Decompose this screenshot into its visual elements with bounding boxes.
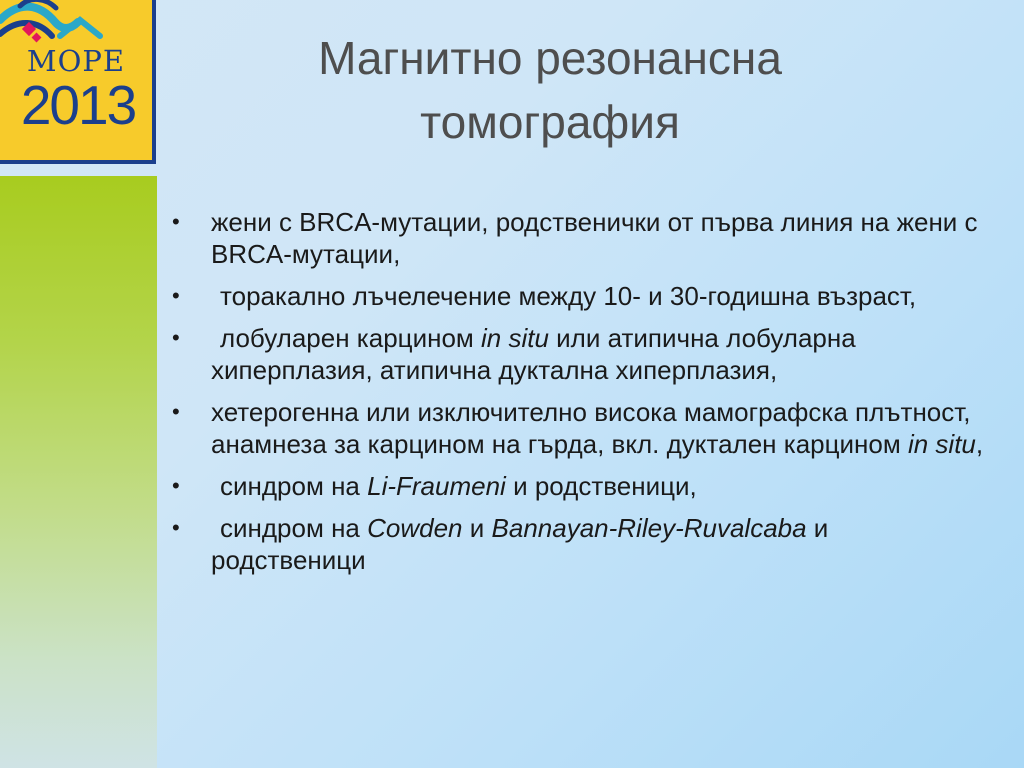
title-line-2: томография xyxy=(420,96,680,148)
bullet-marker: • xyxy=(172,283,180,308)
bullet-item xyxy=(166,206,986,270)
bullet-italic-term: Li-Fraumeni xyxy=(367,471,506,501)
bullet-text: и родственици, xyxy=(505,471,697,501)
bullet-marker: • xyxy=(172,399,180,424)
bullet-list xyxy=(166,206,986,586)
bullet-text: , xyxy=(975,429,984,459)
bullet-text: и родственици xyxy=(211,513,829,575)
bullet-italic-term: in situ xyxy=(907,429,976,459)
bullet-item xyxy=(166,512,986,576)
bullet-item xyxy=(166,280,986,312)
bullet-text: синдром на xyxy=(220,471,368,501)
left-decorative-band xyxy=(0,176,157,768)
title-line-1: Магнитно резонансна xyxy=(318,32,782,84)
bullet-marker: • xyxy=(172,325,180,350)
bullet-marker: • xyxy=(172,209,180,234)
bullet-item xyxy=(166,470,986,502)
bullet-item xyxy=(166,396,986,460)
bullet-italic-term: in situ xyxy=(481,323,549,353)
bullet-marker: • xyxy=(172,515,180,540)
more-2013-logo xyxy=(0,0,156,164)
slide-title xyxy=(200,26,900,154)
bullet-text: жени с BRCA-мутации, родственички от първа линия на жени с BRCA-мутации, xyxy=(211,207,978,269)
logo-year: 2013 xyxy=(20,74,136,136)
bullet-italic-term: Cowden xyxy=(367,513,463,543)
bullet-marker: • xyxy=(172,473,180,498)
bullet-text: хетерогенна или изключително висока мамографска плътност, анамнеза за карцином на гърда, вкл. дуктален карцином xyxy=(211,397,971,459)
logo-word: МОРЕ xyxy=(26,44,126,78)
bullet-text: лобуларен карцином xyxy=(220,323,482,353)
bullet-text: или атипична лобуларна хиперплазия, атипична дуктална хиперплазия, xyxy=(211,323,856,385)
bullet-text: синдром на xyxy=(220,513,368,543)
bullet-text: и xyxy=(462,513,492,543)
bullet-italic-term: Bannayan-Riley-Ruvalcaba xyxy=(491,513,807,543)
bullet-item xyxy=(166,322,986,386)
bullet-text: торакално лъчелечение между 10- и 30-годишна възраст, xyxy=(220,281,917,311)
